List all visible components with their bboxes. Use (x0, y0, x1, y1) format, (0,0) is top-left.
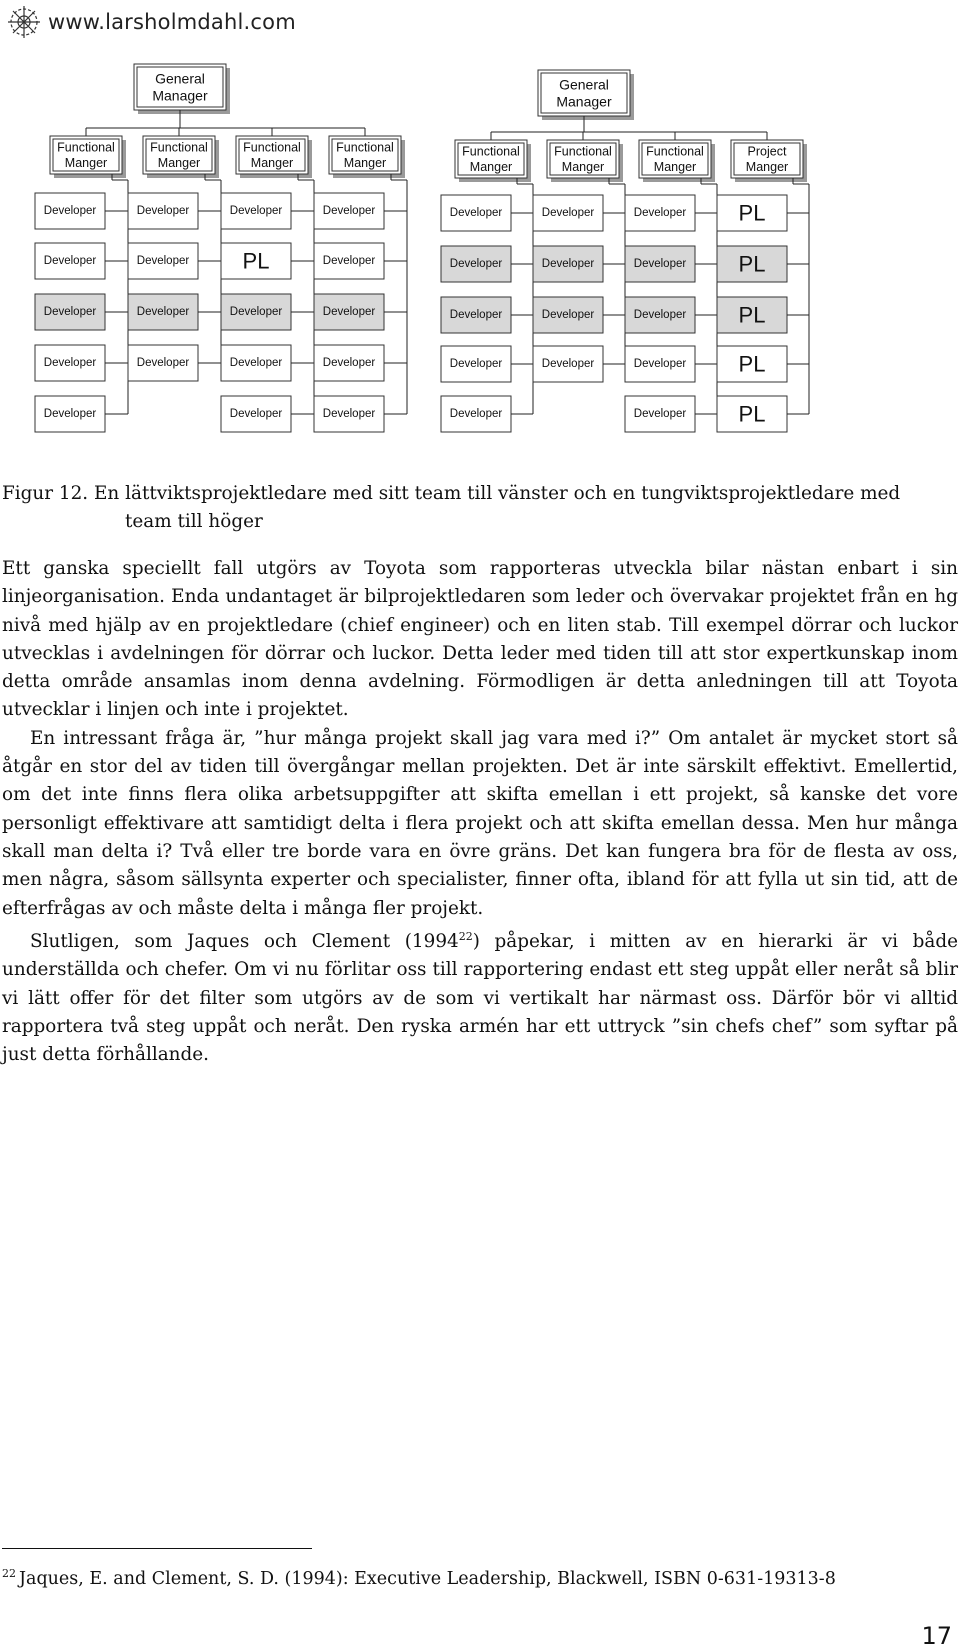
right-general-manager-box (538, 70, 634, 120)
left-team-member-box (221, 243, 291, 279)
left-general-manager-box (134, 64, 230, 114)
footnote-reference[interactable]: 22 (458, 929, 473, 943)
right-manager-box-label: Functional Manger (646, 144, 704, 174)
right-team-member-box (717, 297, 787, 333)
right-team-member-box (441, 346, 511, 382)
left-team-member-box (314, 243, 384, 279)
right-team-member-box (625, 346, 695, 382)
left-team-member-box (314, 193, 384, 229)
right-team-member-box-label: PL (738, 401, 766, 427)
left-manager-box (50, 136, 126, 178)
right-manager-box (639, 140, 715, 182)
right-team-member-box-label: Developer (633, 258, 687, 270)
left-team-member-box (221, 294, 291, 330)
caption-line-2: team till höger (125, 511, 263, 532)
right-team-member-box (441, 297, 511, 333)
right-team-member-box-label: Developer (541, 207, 595, 219)
right-team-member-box (625, 396, 695, 432)
right-team-member-box-label: Developer (633, 207, 687, 219)
left-manager-box (143, 136, 219, 178)
right-team-member-box-label: Developer (541, 309, 595, 321)
left-general-manager-box-label: General Manager (152, 70, 208, 104)
right-team-member-box (441, 195, 511, 231)
left-team-member-box (35, 193, 105, 229)
left-team-member-box (221, 193, 291, 229)
right-team-member-box (533, 297, 603, 333)
right-team-member-box-label: Developer (541, 258, 595, 270)
right-team-member-box-label: Developer (633, 309, 687, 321)
left-team-member-box (314, 294, 384, 330)
left-team-member-box (221, 396, 291, 432)
body-text (0, 555, 960, 1069)
right-team-member-box (717, 396, 787, 432)
right-team-member-box-label: PL (738, 302, 766, 328)
right-team-member-box-label: PL (738, 200, 766, 226)
page-number: 17 (921, 1622, 952, 1650)
right-team-member-box (533, 346, 603, 382)
left-team-member-box (128, 294, 198, 330)
left-team-member-box (128, 193, 198, 229)
right-general-manager-box-label: General Manager (556, 76, 612, 110)
org-chart (0, 0, 960, 470)
footnote-rule (2, 1548, 312, 1549)
paragraph-2: En intressant fråga är, ”hur många projekt skall jag vara med i?” Om antalet är mycket stort så åtgår en stor del av tiden till övergångar mellan projekten. Det är inte särskilt effektivt. Emellertid, om det inte finns flera olika arbetsuppgifter att skifta emellan i ett projekt, så kanske det vore personligt effektivare att samtidigt delta i flera projekt och att skifta emellan dessa. Men hur många skall man delta i? Två eller tre borde vara en övre gräns. Det kan fungera bra för de flesta av oss, men några, såsom sällsynta experter och specialister, finner ofta, ibland för att fylla ut sin tid, att de efterfrågas av och måste delta i många fler projekt. (2, 727, 958, 919)
site-url[interactable]: www.larsholmdahl.com (48, 10, 296, 34)
left-team-member-box (314, 396, 384, 432)
right-team-member-box (625, 195, 695, 231)
figure-caption (0, 480, 960, 536)
left-manager-box-label: Functional Manger (150, 140, 208, 170)
left-team-member-box-label: Developer (136, 306, 190, 318)
right-manager-box (547, 140, 623, 182)
left-team-member-box (128, 345, 198, 381)
right-team-member-box-label: PL (738, 351, 766, 377)
right-team-member-box (717, 195, 787, 231)
left-team-member-box-label: Developer (322, 306, 376, 318)
right-manager-box-label: Functional Manger (462, 144, 520, 174)
left-team-member-box-label: Developer (322, 408, 376, 420)
right-team-member-box-label: Developer (541, 358, 595, 370)
left-team-member-box (35, 345, 105, 381)
left-team-member-box-label: Developer (43, 357, 97, 369)
left-team-member-box-label: Developer (229, 306, 283, 318)
left-team-member-box-label: Developer (43, 255, 97, 267)
left-team-member-box-label: Developer (322, 357, 376, 369)
left-team-member-box-label: Developer (136, 205, 190, 217)
right-team-member-box (717, 346, 787, 382)
right-team-member-box (717, 246, 787, 282)
right-team-member-box-label: Developer (449, 358, 503, 370)
footnote (2, 1567, 836, 1589)
left-team-member-box-label: Developer (136, 255, 190, 267)
paragraph-3-start: Slutligen, som Jaques och Clement (1994 (30, 930, 459, 952)
left-team-member-box (128, 243, 198, 279)
paragraph-3 (0, 923, 960, 1070)
left-manager-box-label: Functional Manger (336, 140, 394, 170)
left-team-member-box-label: Developer (322, 255, 376, 267)
left-team-member-box-label: Developer (229, 408, 283, 420)
paragraph-1: Ett ganska speciellt fall utgörs av Toyota som rapporteras utveckla bilar nästan enbart i sin linjeorganisation. Enda undantaget är bilprojektledaren som leder och övervakar projektet från en hg nivå med hjälp av en projektledare (chief engineer) och en liten stab. Till exempel dörrar och luckor utvecklas i avdelningen för dörrar och luckor. Detta leder med tiden till att stor expertkunskap inom detta område ansamlas inom denna avdelning. Förmodligen är detta anledningen till att Toyota utvecklar i linjen och inte i projektet. (2, 558, 958, 721)
right-team-member-box (441, 396, 511, 432)
left-manager-box-label: Functional Manger (57, 140, 115, 170)
right-team-member-box (625, 297, 695, 333)
left-manager-box-label: Functional Manger (243, 140, 301, 170)
footnote-text: Jaques, E. and Clement, S. D. (1994): Executive Leadership, Blackwell, ISBN 0-631-19313-8 (19, 1568, 836, 1589)
caption-line-1: Figur 12. En lättviktsprojektledare med sitt team till vänster och en tungviktsprojektledare med (2, 483, 901, 504)
right-manager-box (731, 140, 807, 182)
left-team-member-box-label: Developer (43, 408, 97, 420)
left-team-member-box-label: Developer (229, 357, 283, 369)
right-team-member-box (533, 195, 603, 231)
right-team-member-box-label: Developer (449, 258, 503, 270)
right-team-member-box-label: Developer (449, 408, 503, 420)
right-team-member-box-label: Developer (449, 309, 503, 321)
right-team-member-box-label: PL (738, 251, 766, 277)
left-team-member-box (35, 294, 105, 330)
right-team-member-box-label: Developer (449, 207, 503, 219)
left-team-member-box-label: Developer (322, 205, 376, 217)
left-team-member-box (221, 345, 291, 381)
left-team-member-box-label: Developer (229, 205, 283, 217)
right-manager-box-label: Project Manger (745, 144, 789, 174)
right-team-member-box-label: Developer (633, 408, 687, 420)
left-team-member-box-label: Developer (43, 205, 97, 217)
right-team-member-box-label: Developer (633, 358, 687, 370)
left-manager-box (236, 136, 312, 178)
right-manager-box (455, 140, 531, 182)
left-team-member-box-label: Developer (43, 306, 97, 318)
left-team-member-box (35, 396, 105, 432)
left-team-member-box (314, 345, 384, 381)
right-team-member-box (533, 246, 603, 282)
left-team-member-box-label: Developer (136, 357, 190, 369)
left-team-member-box (35, 243, 105, 279)
right-team-member-box (625, 246, 695, 282)
footnote-number: 22 (2, 1567, 16, 1580)
left-manager-box (329, 136, 405, 178)
right-manager-box-label: Functional Manger (554, 144, 612, 174)
left-team-member-box-label: PL (242, 248, 270, 274)
paragraph-3-end: ) påpekar, i mitten av en hierarki är vi både underställda och chefer. Om vi nu förlitar oss till rapportering endast ett steg uppåt eller neråt så blir vi lätt offer för det filter som utgörs av de som vi vertikalt har närmast oss. Därför bör vi alltid rapportera två steg uppåt och neråt. Den ryska armén har ett uttryck ”sin chefs chef” som syftar på just detta förhållande. (2, 930, 958, 1066)
right-team-member-box (441, 246, 511, 282)
